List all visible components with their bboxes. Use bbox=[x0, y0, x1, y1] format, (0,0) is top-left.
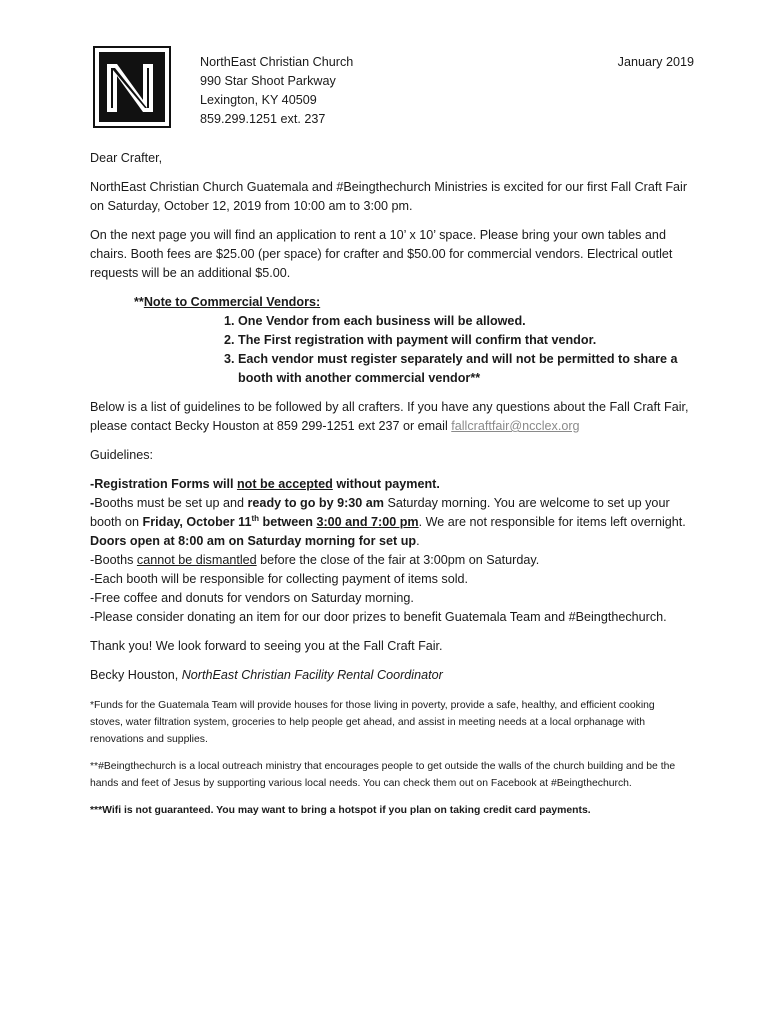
guideline-donation: -Please consider donating an item for our door prizes to benefit Guatemala Team and #Beingthechurch. bbox=[90, 610, 667, 624]
intro-paragraph: NorthEast Christian Church Guatemala and #Beingthechurch Ministries is excited for our first Fall Craft Fair on Saturday, October 12, 2019 from 10:00 am to 3:00 pm. bbox=[90, 180, 688, 213]
letter-body bbox=[90, 149, 690, 819]
guideline-registration: -Registration Forms will not be accepted without payment. bbox=[90, 477, 440, 491]
guideline-dismantle: -Booths cannot be dismantled before the close of the fair at 3:00pm on Saturday. bbox=[90, 553, 540, 567]
guidelines-heading: Guidelines: bbox=[90, 448, 154, 462]
guideline-payment: -Each booth will be responsible for collecting payment of items sold. bbox=[90, 572, 469, 586]
contact-paragraph: Below is a list of guidelines to be followed by all crafters. If you have any questions about the Fall Craft Fair, please contact Becky Houston at 859 299-1251 ext 237 or email fallcraftfair@ncclex.org bbox=[90, 400, 689, 433]
church-address bbox=[200, 53, 353, 129]
thank-you: Thank you! We look forward to seeing you at the Fall Craft Fair. bbox=[90, 639, 443, 653]
footnotes bbox=[90, 697, 690, 819]
org-name: NorthEast Christian Church bbox=[200, 55, 354, 69]
application-paragraph: On the next page you will find an application to rent a 10’ x 10’ space. Please bring your own tables and chairs. Booth fees are $25.00 (per space) for crafter and $50.00 for commercial vendors. Electrical outlet requests will be an additional $5.00. bbox=[90, 228, 673, 280]
phone-number: 859.299.1251 ext. 237 bbox=[200, 112, 326, 126]
email-link[interactable]: fallcraftfair@ncclex.org bbox=[451, 419, 580, 433]
footnote-wifi: ***Wifi is not guaranteed. You may want to bring a hotspot if you plan on taking credit card payments. bbox=[90, 805, 591, 816]
list-item: 2. The First registration with payment will confirm that vendor. bbox=[224, 333, 597, 347]
street-address: 990 Star Shoot Parkway bbox=[200, 74, 336, 88]
guideline-setup: -Booths must be set up and ready to go by 9:30 am Saturday morning. You are welcome to set up your booth on Friday, October 11th between 3:00 and 7:00 pm. We are not responsible for items left overnight. Doors open at 8:00 am on Saturday morning for set up. bbox=[90, 496, 686, 548]
salutation: Dear Crafter, bbox=[90, 151, 163, 165]
commercial-vendor-note bbox=[134, 293, 690, 388]
city-state-zip: Lexington, KY 40509 bbox=[200, 93, 317, 107]
footnote-beingthechurch: **#Beingthechurch is a local outreach ministry that encourages people to get outside the walls of the church building and be the hands and feet of Jesus by supporting various local needs. You can check them out on Facebook at #Beingthechurch. bbox=[90, 761, 676, 789]
northeast-n-logo-icon bbox=[93, 46, 171, 128]
letter-date: January 2019 bbox=[617, 55, 694, 69]
guidelines-list bbox=[90, 475, 690, 627]
footnote-guatemala: *Funds for the Guatemala Team will provide houses for those living in poverty, provide a safe, healthy, and efficient cooking stoves, water filtration system, groceries to help people get ahead, and assist in meeting needs at a local orphanage with renovations and supplies. bbox=[90, 700, 655, 745]
list-item: 3. Each vendor must register separately and will not be permitted to share a booth with another commercial vendor** bbox=[224, 352, 678, 385]
guideline-coffee: -Free coffee and donuts for vendors on Saturday morning. bbox=[90, 591, 414, 605]
note-title: **Note to Commercial Vendors: bbox=[134, 295, 321, 309]
signature: Becky Houston, NorthEast Christian Facility Rental Coordinator bbox=[90, 668, 443, 682]
vendor-rules-list bbox=[134, 312, 690, 388]
list-item: 1. One Vendor from each business will be allowed. bbox=[224, 314, 526, 328]
